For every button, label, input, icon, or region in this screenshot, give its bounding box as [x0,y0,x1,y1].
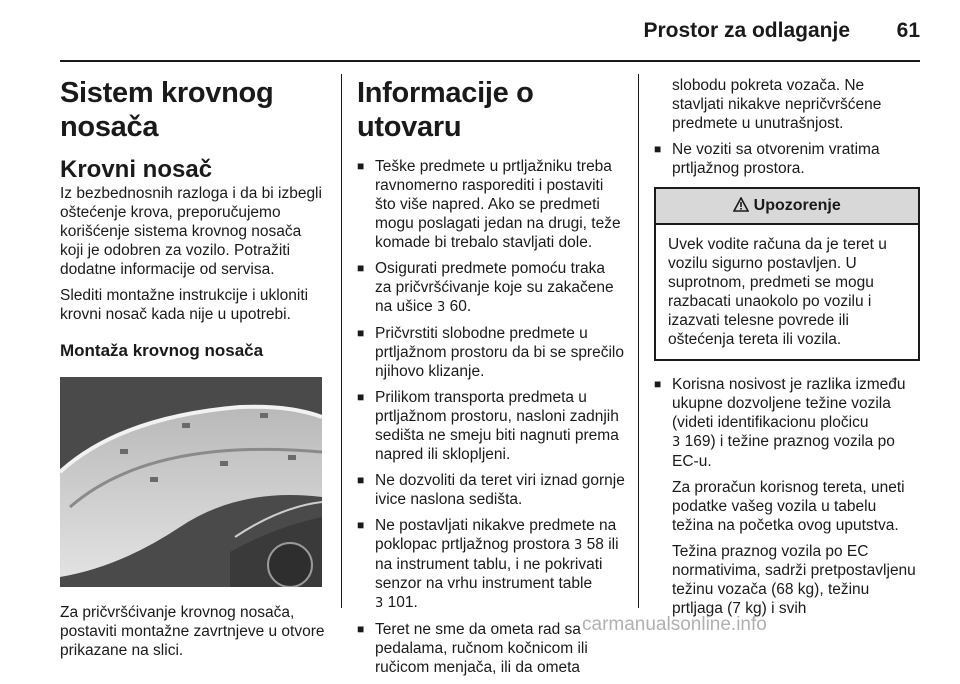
page-header-title: Prostor za odlaganje [643,19,850,42]
black-square-icon: ■ [654,377,662,391]
black-square-icon: ■ [357,518,365,532]
page-reference-link[interactable]: 101. [387,594,418,611]
black-square-icon: ■ [357,473,365,487]
warning-triangle-icon [733,197,753,214]
black-square-icon: ■ [357,326,365,340]
continued-text: slobodu pokreta vozača. Ne stavljati nikakve nepričvršćene predmete u unutrašnjost. [672,77,882,132]
black-square-icon: ■ [357,261,365,275]
page-reference-arrow-icon: 3 [375,596,384,611]
list-item: ■ Osigurati predmete pomoću traka za pričvršćivanje koje su zakačene na ušice 3 60. [357,260,614,315]
warning-text: Uvek vodite računa da je teret u vozilu sigurno postavljen. U suprotnom, predmeti se mogu razbacati unaokolo po vozilu i izazvati telesne povrede ili oštećenja tereta ili vozila. [668,236,887,348]
list-item: ■ Teške predmete u prtljažniku treba ravnomerno rasporediti i postaviti što više napred. Ako se predmeti mogu poslagati jedan na drugi, teže komade bi trebalo stavljati dole. [357,158,621,251]
page-number: 61 [896,19,920,42]
page-reference-link[interactable]: 60. [449,298,472,315]
mounting-heading: Montaža krovnog nosača [60,341,264,360]
left-column [60,76,326,660]
section-heading-roof-rack: Sistem krovnog nosača [60,77,274,143]
instructions-paragraph: Slediti montažne instrukcije i ukloniti krovni nosač kada nije u upotrebi. [60,287,309,323]
header-rule [60,60,920,62]
list-item: ■ Ne postavljati nikakve predmete na poklopac prtljažnog prostora 3 58 ili na instrument tablu, i ne pokrivati senzor na vrhu instrument table 3 101. [357,517,619,611]
black-square-icon: ■ [357,159,365,173]
warning-header [656,189,918,225]
intro-paragraph: Iz bezbednosnih razloga i da bi izbegli oštećenje krova, preporučujemo korišćenje sistema krovnog nosača koji je odobren za vozilo. Potražiti dodatne informacije od servisa. [60,185,322,278]
list-item: ■ Teret ne sme da ometa rad sa pedalama, ručnom kočnicom ili ručicom menjača, ili da ometa [357,621,588,676]
list-item: ■ Korisna nosivost je razlika između ukupne dozvoljene težine vozila (videti identifikacionu pločicu 3 169) i težine praznog vozila po EC-u. Za proračun korisnog tereta, uneti podatke vašeg vozila u tabelu težina na početka ovog uputstva. Težina praznog vozila po EC normativima, sadrži pretpostavljenu težinu vozača (68 kg), težinu prtljaga (7 kg) i svih [654,375,920,618]
page-reference-arrow-icon: 3 [437,300,446,315]
subheading-roof-rack: Krovni nosač [60,156,213,183]
middle-column [357,76,625,684]
list-item: ■ Ne voziti sa otvorenim vratima prtljažnog prostora. [654,141,880,177]
watermark: carmanualsonline.info [582,614,767,635]
roof-rack-figure [60,377,322,587]
page-reference-arrow-icon: 3 [574,538,583,553]
list-item: ■ Prilikom transporta predmeta u prtljažnom prostoru, nasloni zadnjih sedišta ne smeju biti nagnuti prema napred ili sklopljeni. [357,389,619,463]
list-item: ■ Pričvrstiti slobodne predmete u prtljažnom prostoru da bi se sprečilo njihovo klizanje. [357,325,624,380]
payload-calculation-paragraph: Za proračun korisnog tereta, uneti podatke vašeg vozila u tabelu težina na početka ovog uputstva. [672,479,905,534]
warning-title: Upozorenje [753,197,841,214]
black-square-icon: ■ [654,142,662,156]
figure-caption: Za pričvršćivanje krovnog nosača, postaviti montažne zavrtnjeve u otvore prikazane na slici. [60,604,325,659]
empty-weight-paragraph: Težina praznog vozila po EC normativima, sadrži pretpostavljenu težinu vozača (68 kg), težinu prtljaga (7 kg) i svih [672,543,916,617]
black-square-icon: ■ [357,390,365,404]
black-square-icon: ■ [357,622,365,636]
column-divider-left [341,74,342,608]
page-reference-arrow-icon: 3 [672,435,681,450]
section-heading-loading: Informacije o utovaru [357,77,534,143]
list-item: ■ Ne dozvoliti da teret viri iznad gornje ivice naslona sedišta. [357,472,625,508]
page-reference-link[interactable]: 169) i težine praznog vozila po EC-u. [672,433,895,470]
right-column [654,76,920,625]
column-divider-right [638,74,639,608]
warning-box [654,187,920,361]
